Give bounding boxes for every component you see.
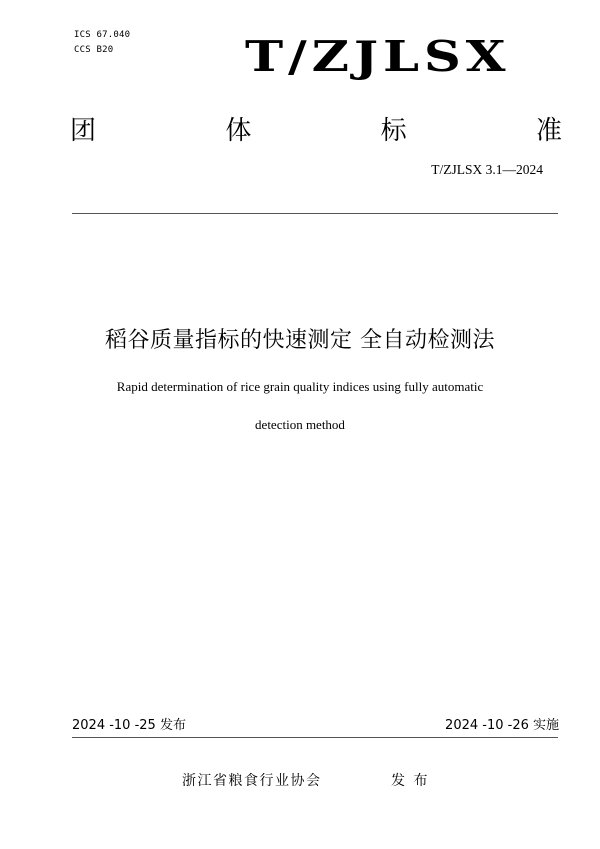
ics-code: ICS 67.040 [74, 30, 131, 40]
standard-type-char-1: 团 [70, 116, 97, 146]
publish-date: 2024 -10 -25 发布 [72, 718, 186, 733]
ccs-code: CCS B20 [74, 45, 114, 55]
title-english-line-1: Rapid determination of rice grain quality indices using fully automatic [116, 379, 484, 394]
standard-type-char-4: 准 [535, 116, 562, 146]
title-english-line-2: detection method [255, 417, 345, 432]
implement-date: 2024 -10 -26 实施 [445, 718, 559, 733]
issuer-action: 发 布 [391, 773, 430, 789]
standard-logo: T/ZJLSX [245, 32, 511, 81]
top-divider [72, 213, 558, 214]
bottom-divider [72, 737, 558, 738]
standard-type-char-3: 标 [380, 116, 407, 146]
standard-type-heading [70, 115, 562, 147]
issuer-name: 浙江省粮食行业协会 [182, 773, 322, 789]
standard-type-char-2: 体 [225, 116, 252, 146]
document-number: T/ZJLSX 3.1—2024 [431, 162, 543, 177]
title-chinese: 稻谷质量指标的快速测定 全自动检测法 [105, 328, 495, 353]
